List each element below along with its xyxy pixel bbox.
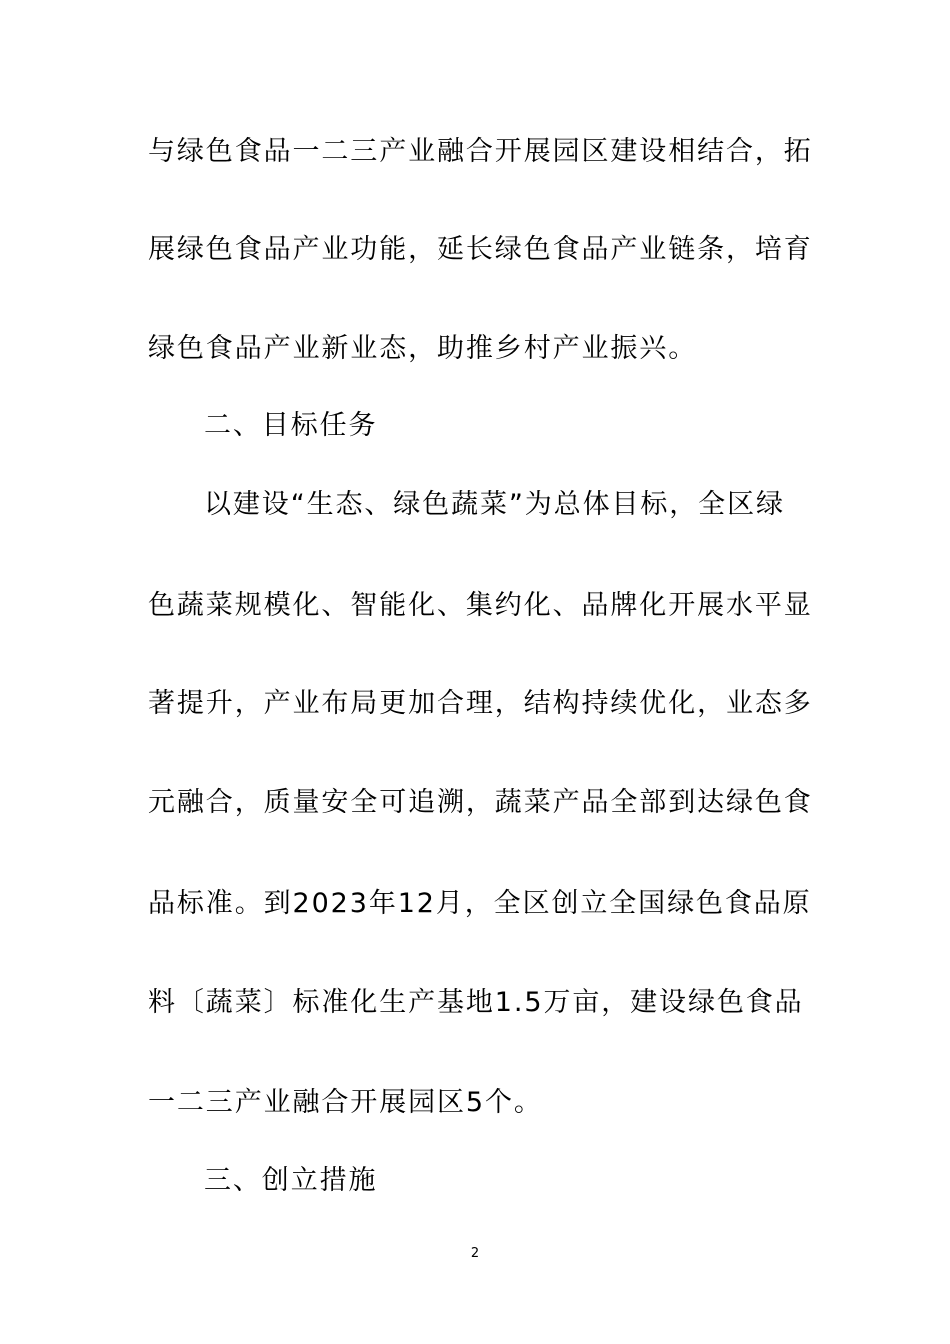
section-heading: 三、创立措施 [204, 1165, 378, 1196]
body-text-line: 料〔蔬菜〕标准化生产基地1.5万亩，建设绿色食品 [148, 987, 804, 1018]
page-number: 2 [470, 1246, 480, 1261]
body-text-line: 一二三产业融合开展园区5个。 [148, 1087, 543, 1118]
body-text-line: 与绿色食品一二三产业融合开展园区建设相结合，拓 [148, 136, 813, 167]
body-text-line: 展绿色食品产业功能，延长绿色食品产业链条，培育 [148, 234, 813, 265]
section-heading: 二、目标任务 [204, 410, 378, 441]
body-text-line: 绿色食品产业新业态，助推乡村产业振兴。 [148, 333, 698, 364]
body-text-line: 以建设“生态、绿色蔬菜”为总体目标，全区绿 [204, 489, 785, 520]
body-text-line: 品标准。到2023年12月，全区创立全国绿色食品原 [148, 888, 812, 919]
body-text-line: 色蔬菜规模化、智能化、集约化、品牌化开展水平显 [148, 590, 813, 621]
body-text-line: 著提升，产业布局更加合理，结构持续优化，业态多 [148, 688, 813, 719]
body-text-line: 元融合，质量安全可追溯，蔬菜产品全部到达绿色食 [148, 787, 813, 818]
